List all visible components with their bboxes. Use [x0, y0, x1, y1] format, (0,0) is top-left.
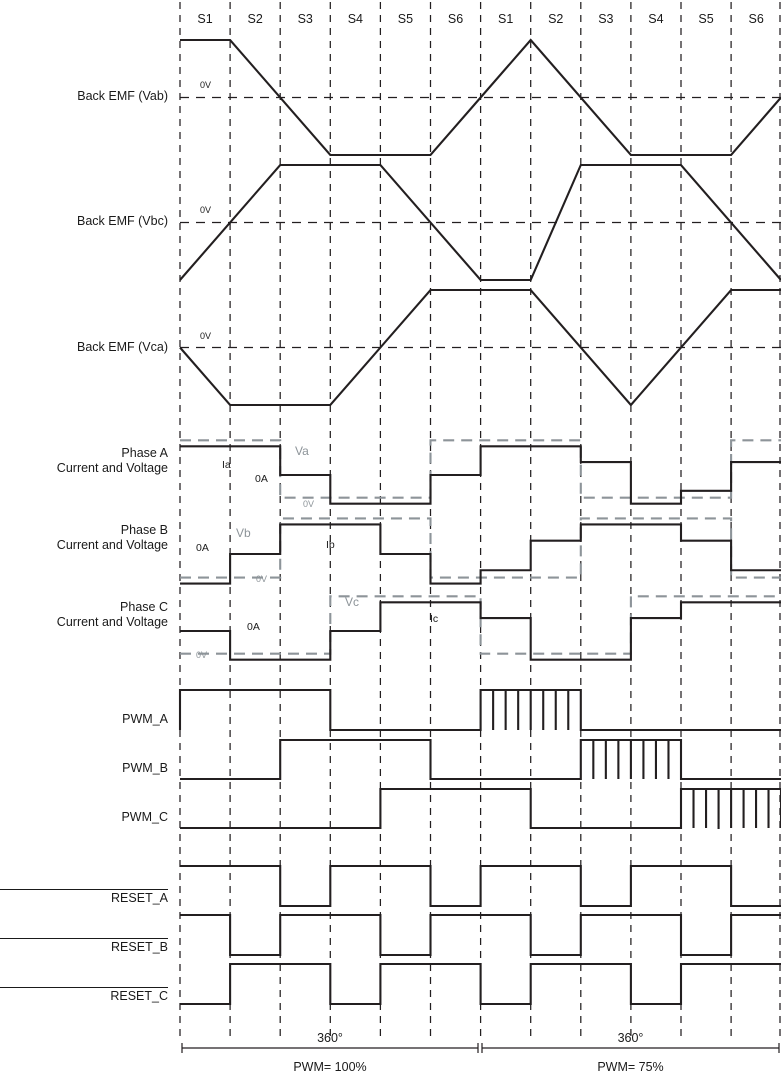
- row-label-reset-c: RESET_C: [0, 987, 168, 1004]
- row-label-phase-a: Phase A Current and Voltage: [56, 446, 168, 475]
- row-label-pwm-a: PWM_A: [122, 711, 168, 726]
- period-degree-label-1: 360°: [617, 1031, 644, 1045]
- period-duty-label-0: PWM= 100%: [293, 1060, 367, 1074]
- inline-label-0a-8: 0A: [247, 621, 260, 633]
- current-phase-a: [180, 446, 781, 503]
- inline-label-vc-9: Vc: [345, 595, 360, 609]
- sector-label-s1-6: S1: [498, 12, 514, 26]
- sector-label-s1-0: S1: [197, 12, 213, 26]
- sector-label-s6-11: S6: [748, 12, 764, 26]
- sector-label-s4-3: S4: [347, 12, 363, 26]
- sector-label-s4-9: S4: [648, 12, 664, 26]
- inline-label-ia-0: Ia: [222, 459, 231, 471]
- row-label-back-emf-vab: Back EMF (Vab): [77, 88, 168, 103]
- inline-label-ib-6: Ib: [326, 539, 335, 551]
- inline-label-va-2: Va: [295, 444, 309, 458]
- waveform-reset-c: [180, 964, 781, 1004]
- inline-label-ic-10: Ic: [430, 613, 439, 625]
- zero-volt-label-back-emf-vca: 0V: [200, 331, 212, 341]
- row-label-back-emf-vca: Back EMF (Vca): [77, 339, 168, 354]
- waveform-pwm-a: [180, 690, 781, 730]
- inline-label-0a-4: 0A: [196, 542, 209, 554]
- sector-label-s2-7: S2: [548, 12, 564, 26]
- inline-label-0v-11: 0V: [196, 650, 208, 660]
- sector-label-s5-4: S5: [397, 12, 414, 26]
- row-label-pwm-c: PWM_C: [121, 809, 168, 824]
- row-label-reset-b: RESET_B: [0, 938, 168, 955]
- row-label-back-emf-vbc: Back EMF (Vbc): [77, 213, 168, 228]
- row-label-pwm-b: PWM_B: [122, 760, 168, 775]
- row-label-reset-a: RESET_A: [0, 889, 168, 906]
- sector-label-s2-1: S2: [247, 12, 263, 26]
- inline-label-vb-5: Vb: [236, 526, 251, 540]
- inline-label-0v-7: 0V: [256, 574, 268, 584]
- zero-volt-label-back-emf-vbc: 0V: [200, 205, 212, 215]
- zero-volt-label-back-emf-vab: 0V: [200, 80, 212, 90]
- sector-label-s5-10: S5: [698, 12, 714, 26]
- inline-label-0a-1: 0A: [255, 473, 268, 485]
- inline-label-0v-3: 0V: [303, 499, 315, 509]
- waveform-reset-a: [180, 866, 781, 906]
- row-label-phase-b: Phase B Current and Voltage: [56, 523, 168, 552]
- row-label-phase-c: Phase C Current and Voltage: [56, 600, 168, 629]
- period-degree-label-0: 360°: [317, 1031, 343, 1045]
- sector-label-s3-2: S3: [297, 12, 313, 26]
- sector-label-s3-8: S3: [598, 12, 614, 26]
- inline-waveform-labels: [196, 444, 438, 660]
- period-duty-label-1: PWM= 75%: [597, 1060, 664, 1074]
- footer-annotations: [182, 1031, 779, 1074]
- sector-label-s6-5: S6: [447, 12, 464, 26]
- waveform-reset-b: [180, 915, 781, 955]
